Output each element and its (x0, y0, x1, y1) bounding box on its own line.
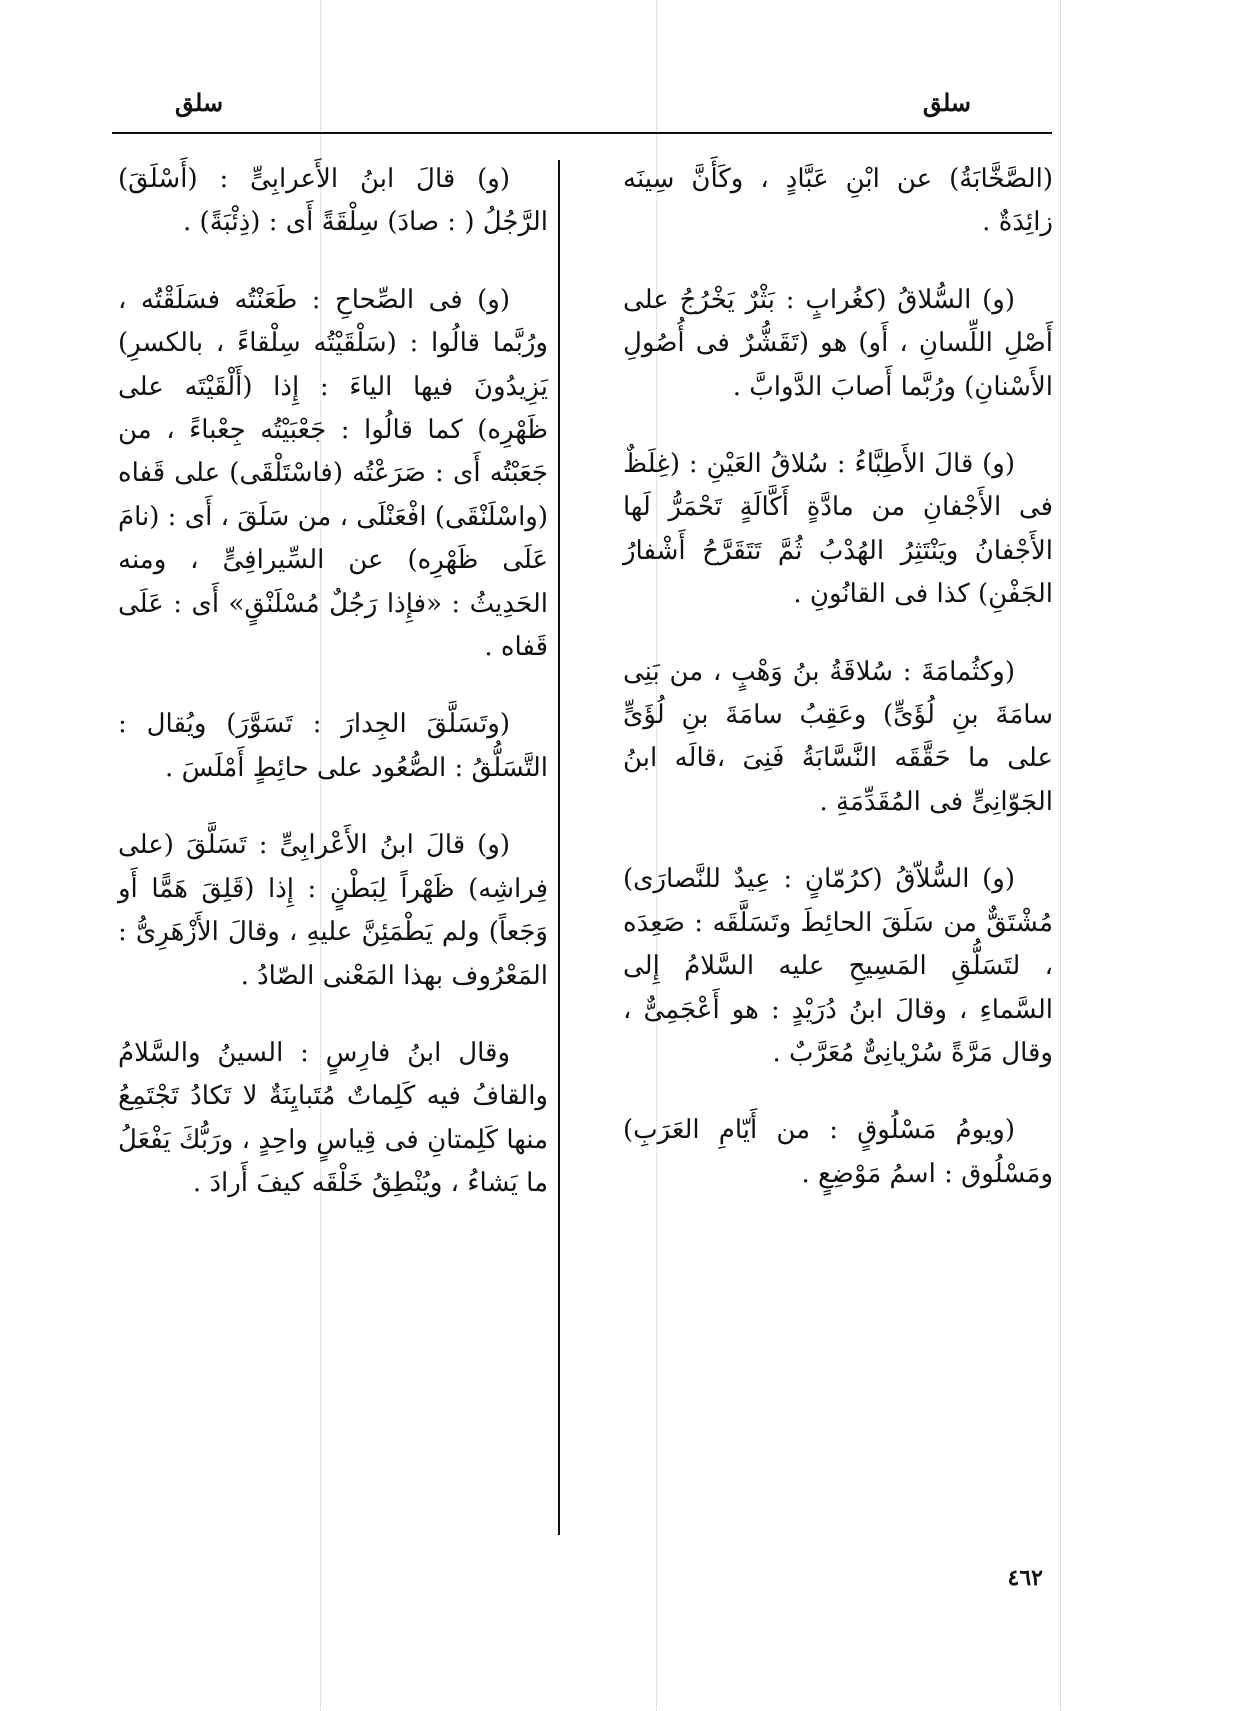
header-left-word: سلق (175, 88, 224, 117)
header-rule (112, 132, 1052, 134)
left-paragraph: (وتَسَلَّقَ الجِدارَ : تَسَوَّرَ) ويُقال : التَّسَلُّقُ : الصُّعُود على حائِطٍ أَمْلَسَ . (118, 709, 548, 783)
page-number: ٤٦٢ (1007, 1565, 1043, 1591)
left-paragraph: (و) فى الصِّحاحِ : طَعَنْتُه فسَلَقْتُه ، ورُبَّما قالُوا : (سَلْقَيْتُه سِلْقاءً ، بالكسرِ) يَزِيدُونَ فيها الياءَ : إِذا (أَلْقَيْتَه على ظَهْرِه) كما قالُوا : جَعْبَيْتُه جِعْباءً ، من جَعَبْتُه أَى : صَرَعْتُه (فاسْتَلْقَى) على قَفاه (واسْلَنْقَى) افْعَنْلَى ، من سَلَقَ ، أَى : (نامَ عَلَى ظَهْرِه) عن السِّيرافِىٍّ ، ومنه الحَدِيثُ : «فإِذا رَجُلٌ مُسْلَنْقٍ» أَى : عَلَى قَفاه . (118, 284, 548, 663)
scan-guide-line (1060, 0, 1061, 1711)
left-paragraph: (و) قالَ ابنُ الأَعْرابِىٍّ : تَسَلَّقَ (على فِراشِه) ظَهْراً لِبَطْنٍ : إِذا (قَلِقَ هَمًّا أَو وَجَعاً) ولم يَطْمَئِنَّ عليهِ ، وقالَ الأَزْهَرِىُّ : المَعْرُوف بهذا المَعْنى الصّادُ . (118, 830, 548, 991)
left-column (118, 158, 548, 1240)
right-paragraph: (وكثُمامَةَ : سُلاقَةُ بنُ وَهْبٍ ، من بَنِى سامَةَ بنِ لُؤَىٍّ) وعَقِبُ سامَةَ بنِ لُؤَىٍّ على ما حَقَّقَه النَّسَّابَةُ فَنِىَ ،قالَه ابنُ الجَوّانِىٍّ فى المُقَدِّمَةِ . (623, 656, 1053, 817)
right-paragraph: (الصَّخَّابَةُ) عن ابْنِ عَبَّادٍ ، وكَأَنَّ سِينَه زائِدَةٌ . (623, 164, 1053, 238)
left-paragraph: وقال ابنُ فارِسٍ : السينُ والسَّلامُ والقافُ فيه كَلِماتٌ مُتَبايِنَةٌ لا تَكادُ تَجْتَمِعُ منها كَلِمتانِ فى قِياسٍ واحِدٍ ، ورَبُّكَ يَفْعَلُ ما يَشاءُ ، ويُنْطِقُ خَلْقَه كيفَ أَرادَ . (118, 1037, 548, 1199)
header-right-word: سلق (922, 88, 971, 117)
right-paragraph: (ويومُ مَسْلُوقٍ : من أَيّامِ العَرَبِ) ومَسْلُوق : اسمُ مَوْضِعٍ . (623, 1115, 1053, 1189)
right-paragraph: (و) السُّلاّقُ (كرُمّانٍ : عِيدٌ للنَّصارَى) مُشْتَقٌّ من سَلَقَ الحائِطَ وتَسَلَّقَه : صَعِدَه ، لتَسَلُّقِ المَسِيحِ عليه السَّلامُ إِلى السَّماءِ ، وقالَ ابنُ دُرَيْدٍ : هو أَعْجَمِىٌّ ، وقال مَرَّةً سُرْيانِىٌّ مُعَرَّبٌ . (623, 864, 1053, 1068)
right-paragraph: (و) قالَ الأَطِبَّاءُ : سُلاقُ العَيْنِ : (غِلَظٌ فى الأَجْفانِ من مادَّةٍ أَكَّالَةٍ تَحْمَرُّ لَها الأَجْفانُ ويَنْتَثِرُ الهُدْبُ ثُمَّ تَتَقَرَّحُ أَشْفارُ الجَفْنِ) كذا فى القانُونِ . (623, 449, 1053, 610)
right-paragraph: (و) السُّلاقُ (كغُرابٍ : بَثْرٌ يَخْرُجُ على أَصْلِ اللِّسانِ ، أَو) هو (تَقَشُّرٌ فى أُصُولِ الأَسْنانِ) ورُبَّما أَصابَ الدَّوابَّ . (623, 284, 1053, 402)
right-column (623, 158, 1053, 1230)
column-divider (558, 160, 560, 1535)
left-paragraph: (و) قالَ ابنُ الأَعرابِىٍّ : (أَسْلَقَ) الرَّجُلُ ( : صادَ) سِلْقَةً أَى : (ذِئْبَةً) . (118, 164, 548, 238)
